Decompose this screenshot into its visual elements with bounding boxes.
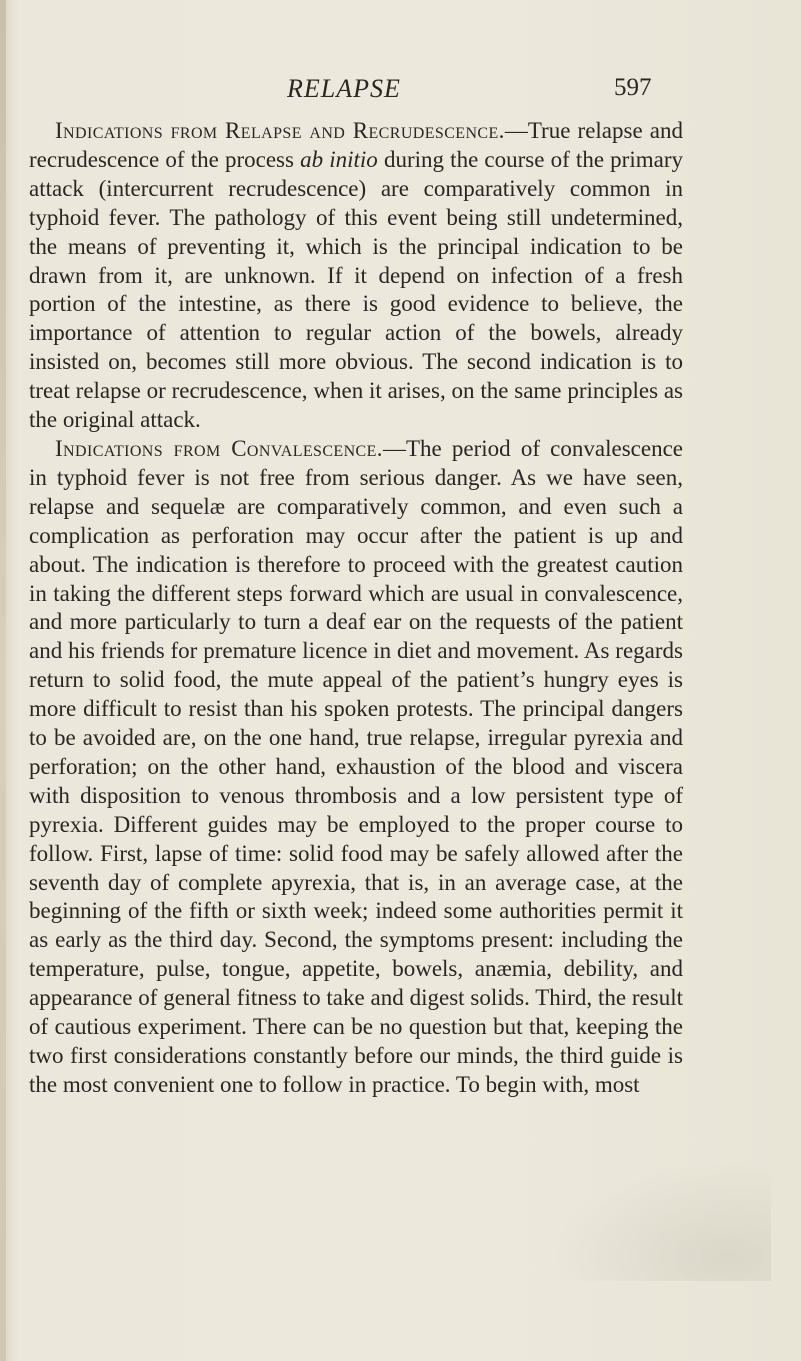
paragraph-relapse <box>29 117 683 435</box>
paragraph-convalescence <box>29 435 683 1100</box>
section-heading-convalescence: Indications from Convalescence. <box>55 435 383 461</box>
section-heading-relapse: Indications from Relapse and Recrudescence. <box>55 118 505 143</box>
running-title: RELAPSE <box>287 74 401 103</box>
page-binding-edge <box>0 0 6 1361</box>
page-number: 597 <box>614 74 652 101</box>
paragraph-text: during the course of the primary attack (intercurrent recrudescence) are comparatively common in typhoid fever. The pathology of this event being still undetermined, the means of preventing it, which is the principal indication to be drawn from it, are unknown. If it depend on infection of a fresh portion of the intestine, as there is good evidence to believe, the importance of attention to regular action of the bowels, already insisted on, becomes still more obvious. The second indication is to treat relapse or recrudescence, when it arises, on the same principles as the original attack. <box>29 146 683 433</box>
paragraph-text: —The period of convalescence in typhoid fever is not free from serious danger. As we have seen, relapse and sequelæ are comparatively common, and even such a complication as perforation may occur after the patient is up and about. The indication is therefore to proceed with the greatest caution in taking the different steps forward which are usual in convalescence, and more particularly to turn a deaf ear on the requests of the patient and his friends for premature licence in diet and movement. As regards return to solid food, the mute appeal of the patient’s hungry eyes is more difficult to resist than his spoken protests. The principal dangers to be avoided are, on the one hand, true relapse, irregular pyrexia and perforation; on the other hand, exhaustion of the blood and viscera with disposition to venous thrombosis and a low persistent type of pyrexia. Different guides may be employed to the proper course to follow. First, lapse of time: solid food may be safely allowed after the seventh day of complete apyrexia, that is, in an average case, at the beginning of the fifth or sixth week; indeed some authorities permit it as early as the third day. Second, the symptoms present: including the temperature, pulse, tongue, appetite, bowels, anæmia, debility, and appearance of general fitness to take and digest solids. Third, the result of cautious experiment. There can be no question but that, keeping the two first considerations constantly before our minds, the third guide is the most convenient one to follow in practice. To begin with, most <box>29 435 683 1097</box>
latin-phrase: ab initio <box>300 146 378 172</box>
running-header <box>0 74 801 114</box>
paragraph-text: —True relapse and recrudescence of the process <box>29 118 683 172</box>
paper-shadow <box>551 1161 771 1281</box>
body-text <box>29 117 683 1100</box>
